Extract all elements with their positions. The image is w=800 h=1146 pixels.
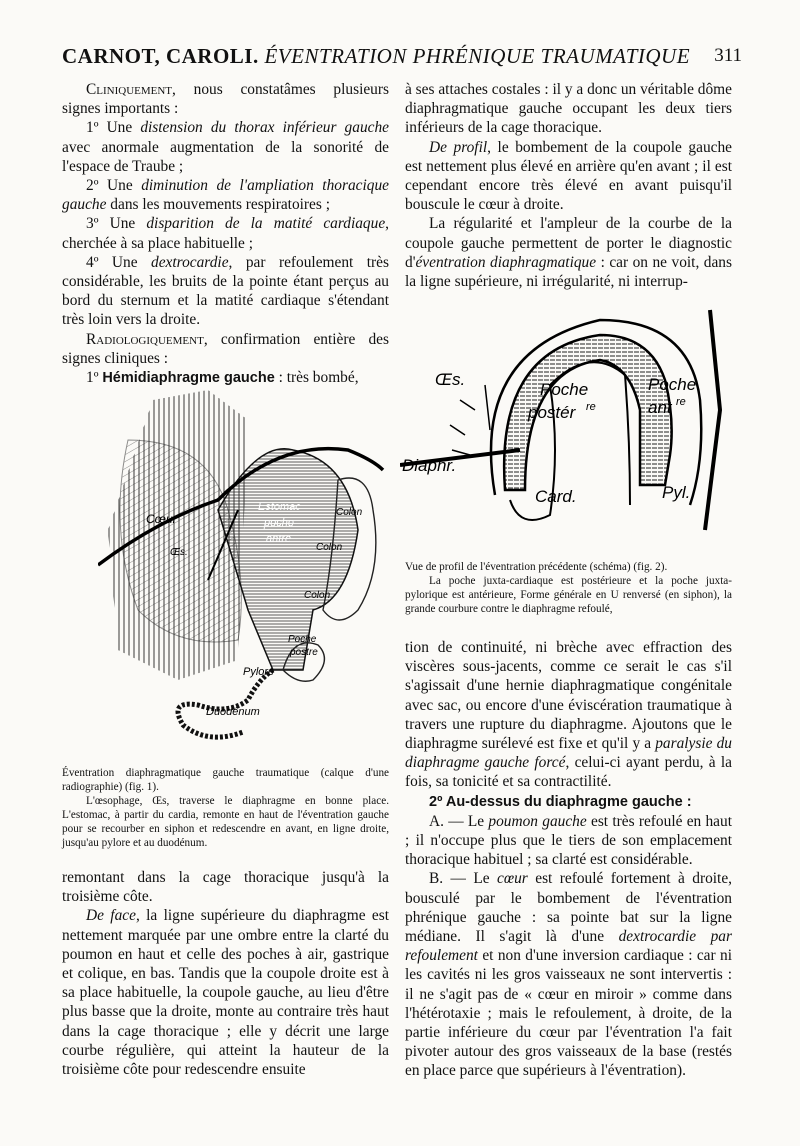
figure-2-caption-body: La poche juxta-cardiaque est postérieure et la poche juxta-pylorique est antérieure, Forme générale en U renversé (en siphon), la grande courbure contre le diaphragme refoulé, bbox=[405, 575, 732, 615]
label-coeur: Cœur bbox=[146, 512, 177, 526]
label-duodenum: Duodénum bbox=[206, 706, 260, 718]
figure-1-caption-body: L'œsophage, Œs, traverse le diaphragme en bonne place. L'estomac, à partir du cardia, remonte en haut de l'éventration gauche pour se recourber en siphon et redescendre en avant, en ligne droite, jusqu'au pylore et au duodénum. bbox=[62, 795, 389, 849]
header-title bbox=[62, 44, 690, 69]
label-colon-3: Colon bbox=[304, 590, 331, 601]
figure-2-profile-schema bbox=[400, 290, 740, 555]
rib-ticks bbox=[450, 385, 490, 455]
paragraph-de-face: De face, la ligne supérieure du diaphragme est nettement marquée par une ombre entre la clarté du poumon en haut et celle des poches à air, gastrique et colique, en bas. Tandis que la coupole droite est à sa place habituelle, la coupole gauche, au lieu d'être plus basse que la droite, monte au contraire très haut dans la cage thoracique ; elle y décrit une large courbe régulière, qui atteint la hauteur de la troisième côte pour redescendre ensuite bbox=[62, 907, 389, 1079]
label-poche: poche bbox=[264, 517, 294, 529]
figure-1-caption-title: Éventration diaphragmatique gauche traumatique (calque d'une radiographie) (fig. 1). bbox=[62, 767, 389, 793]
paragraph-costal: à ses attaches costales : il y a donc un véritable dôme diaphragmatique gauche occupant les deux tiers inférieurs de la cage thoracique. bbox=[405, 81, 732, 137]
label-oes: Œs. bbox=[170, 547, 188, 558]
paragraph-a-lung: A. — Le poumon gauche est très refoulé en haut ; il n'occupe plus que le tiers de son emplacement thoracique habituel ; sa clarté est considérable. bbox=[405, 812, 732, 869]
label-poche-ant: Poche bbox=[648, 375, 697, 394]
label-poche-2: Poche bbox=[288, 634, 317, 645]
duodenum-path bbox=[178, 670, 273, 737]
figure-2-caption-title: Vue de profil de l'éventration précédente (schéma) (fig. 2). bbox=[405, 561, 668, 573]
sign-3: 3º Une disparition de la matité cardiaque, cherchée à sa place habituelle ; bbox=[62, 215, 390, 252]
label-re-1: re bbox=[586, 401, 596, 413]
running-header bbox=[62, 44, 742, 74]
label-ant: ant bbox=[648, 398, 672, 417]
figure-1-caption bbox=[62, 766, 389, 850]
paragraph-b-heart: B. — Le cœur est refoulé fortement à droite, bousculé par le bombement de l'éventration phrénique gauche : sa pointe bat sur la ligne médiane. Il s'agit là d'une dextrocardie par refoulement et non d'une inversion cardiaque : car ni les cavités ni les gros vaisseaux ne sont intervertis : il ne s'agit pas de « cœur en miroir » comme dans l'hétérotaxie ; mais le refoulement, à droite, de la partie inférieure du cœur par l'éventration l'a fait pivoter autour des gros vaisseaux de la base (restés en place parce que supérieurs à l'éventration). bbox=[405, 870, 733, 1080]
sign-1: 1º Une distension du thorax inférieur gauche avec anormale augmentation de la sonorité de l'espace de Traube ; bbox=[62, 119, 389, 175]
label-ant: antre bbox=[266, 533, 292, 545]
figure-1-radiograph-tracing bbox=[98, 380, 390, 762]
anterior-wall bbox=[705, 310, 720, 530]
paragraph-radiologically: Radiologiquement, confirmation entière des signes cliniques : bbox=[62, 330, 389, 367]
paragraph-diagnostic: La régularité et l'ampleur de la courbe de la coupole gauche permettent de porter le diagnostic d'éventration diaphragmatique : car on ne voit, dans la ligne supérieure, ni irrégularité, ni interrup- bbox=[405, 215, 732, 291]
left-column-bottom bbox=[62, 868, 389, 1079]
section-heading-above-diaphragm: 2º Au-dessus du diaphragme gauche : bbox=[429, 793, 692, 810]
figure-2-caption bbox=[405, 560, 732, 616]
right-column-bottom bbox=[405, 638, 732, 1081]
label-estomac: Estomac bbox=[258, 501, 301, 513]
sign-4: 4º Une dextrocardie, par refoulement très considérable, les bruits de la pointe étant perçus au bord du sternum et la matité cardiaque s'étendant très loin vers la droite. bbox=[62, 253, 389, 329]
label-pylore: Pylore bbox=[243, 666, 275, 678]
page-number: 311 bbox=[714, 45, 742, 66]
left-column-top bbox=[62, 80, 389, 388]
paragraph-de-profil: De profil, le bombement de la coupole gauche est nettement plus élevé en arrière qu'en avant ; il est cependant encore très élevé en avant puisqu'il bouscule le cœur à droite. bbox=[405, 138, 732, 214]
right-column-top bbox=[405, 80, 732, 291]
label-card: Card. bbox=[535, 487, 577, 506]
label-poste: postre bbox=[290, 647, 318, 658]
label-poche-post: Poche bbox=[540, 380, 589, 399]
radio-1: 1º Hémidiaphragme gauche : très bombé, bbox=[86, 369, 359, 387]
label-colon-1: Colon bbox=[336, 507, 363, 518]
paragraph-continuity: tion de continuité, ni brèche avec effraction des viscères sous-jacents, comme ce serait le cas s'il s'agissait d'une hernie diaphragmatique congénitale avec sac, ou encore d'une éviscération traumatique à travers une rupture du diaphragme. Ajoutons que le diaphragme surélevé est fixe et qu'il y a paralysie du diaphragme gauche forcé, celui-ci ayant perdu, à la fois, sa tonicité et sa contractilité. bbox=[405, 639, 733, 791]
header-article-title: ÉVENTRATION PHRÉNIQUE TRAUMATIQUE bbox=[264, 44, 691, 68]
label-pyl: Pyl. bbox=[662, 483, 691, 502]
label-oes: Œs. bbox=[435, 370, 466, 389]
header-authors: CARNOT, CAROLI. bbox=[62, 44, 259, 68]
label-re-2: re bbox=[676, 396, 686, 408]
label-diaphr: Diaphr. bbox=[402, 456, 457, 475]
label-colon-2: Colon bbox=[316, 542, 343, 553]
paragraph-third-rib: remontant dans la cage thoracique jusqu'à la troisième côte. bbox=[62, 869, 389, 906]
label-poster: postér bbox=[528, 403, 576, 422]
paragraph-clinically: Cliniquement, nous constatâmes plusieurs signes importants : bbox=[62, 81, 389, 118]
sign-2: 2º Une diminution de l'ampliation thoracique gauche dans les mouvements respiratoires ; bbox=[62, 177, 389, 214]
